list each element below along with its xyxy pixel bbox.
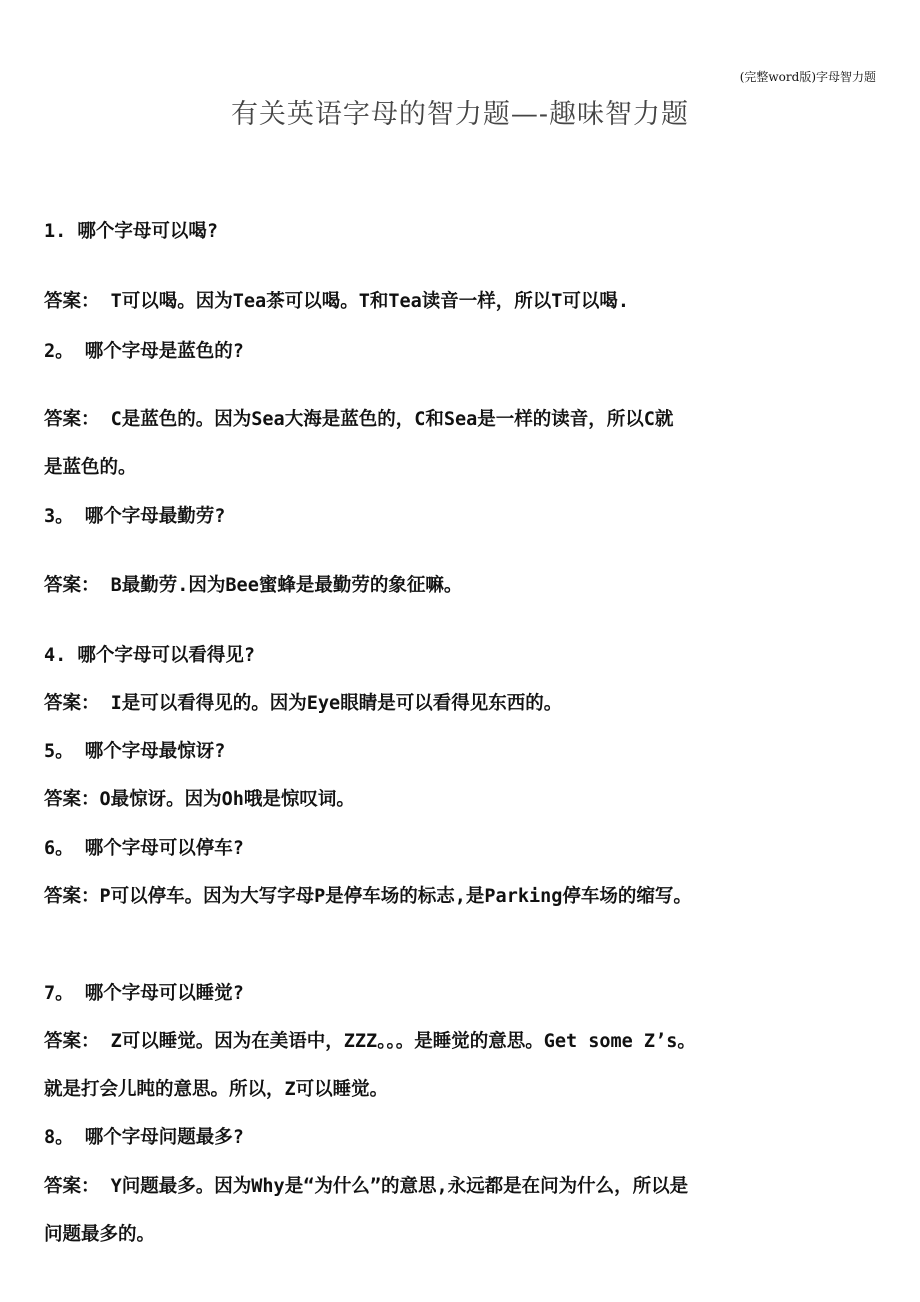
answer-5: 答案：O最惊讶。因为Oh哦是惊叹词。 <box>44 789 355 810</box>
question-3: 3。 哪个字母最勤劳? <box>44 506 226 527</box>
answer-2-cont: 是蓝色的。 <box>44 457 137 478</box>
answer-8: 答案： Y问题最多。因为Why是“为什么”的意思,永远都是在问为什么，所以是 <box>44 1176 689 1197</box>
answer-6: 答案：P可以停车。因为大写字母P是停车场的标志,是Parking停车场的缩写。 <box>44 886 692 907</box>
answer-1: 答案： T可以喝。因为Tea茶可以喝。T和Tea读音一样，所以T可以喝. <box>44 291 630 312</box>
header-note: (完整word版)字母智力题 <box>739 70 876 84</box>
page-title: 有关英语字母的智力题—-趣味智力题 <box>230 99 690 130</box>
answer-7: 答案： Z可以睡觉。因为在美语中，ZZZ。。。是睡觉的意思。Get some Z’s。 <box>44 1031 696 1052</box>
answer-2: 答案： C是蓝色的。因为Sea大海是蓝色的，C和Sea是一样的读音，所以C就 <box>44 409 674 430</box>
question-1: 1. 哪个字母可以喝? <box>44 221 219 242</box>
question-4: 4. 哪个字母可以看得见? <box>44 645 256 666</box>
answer-4: 答案： I是可以看得见的。因为Eye眼睛是可以看得见东西的。 <box>44 693 563 714</box>
question-8: 8。 哪个字母问题最多? <box>44 1127 244 1148</box>
question-6: 6。 哪个字母可以停车? <box>44 838 244 859</box>
answer-3: 答案： B最勤劳.因为Bee蜜蜂是最勤劳的象征嘛。 <box>44 575 463 596</box>
answer-7-cont: 就是打会儿盹的意思。所以，Z可以睡觉。 <box>44 1079 389 1100</box>
question-2: 2。 哪个字母是蓝色的? <box>44 341 244 362</box>
answer-8-cont: 问题最多的。 <box>44 1224 156 1245</box>
question-7: 7。 哪个字母可以睡觉? <box>44 983 244 1004</box>
question-5: 5。 哪个字母最惊讶? <box>44 741 226 762</box>
